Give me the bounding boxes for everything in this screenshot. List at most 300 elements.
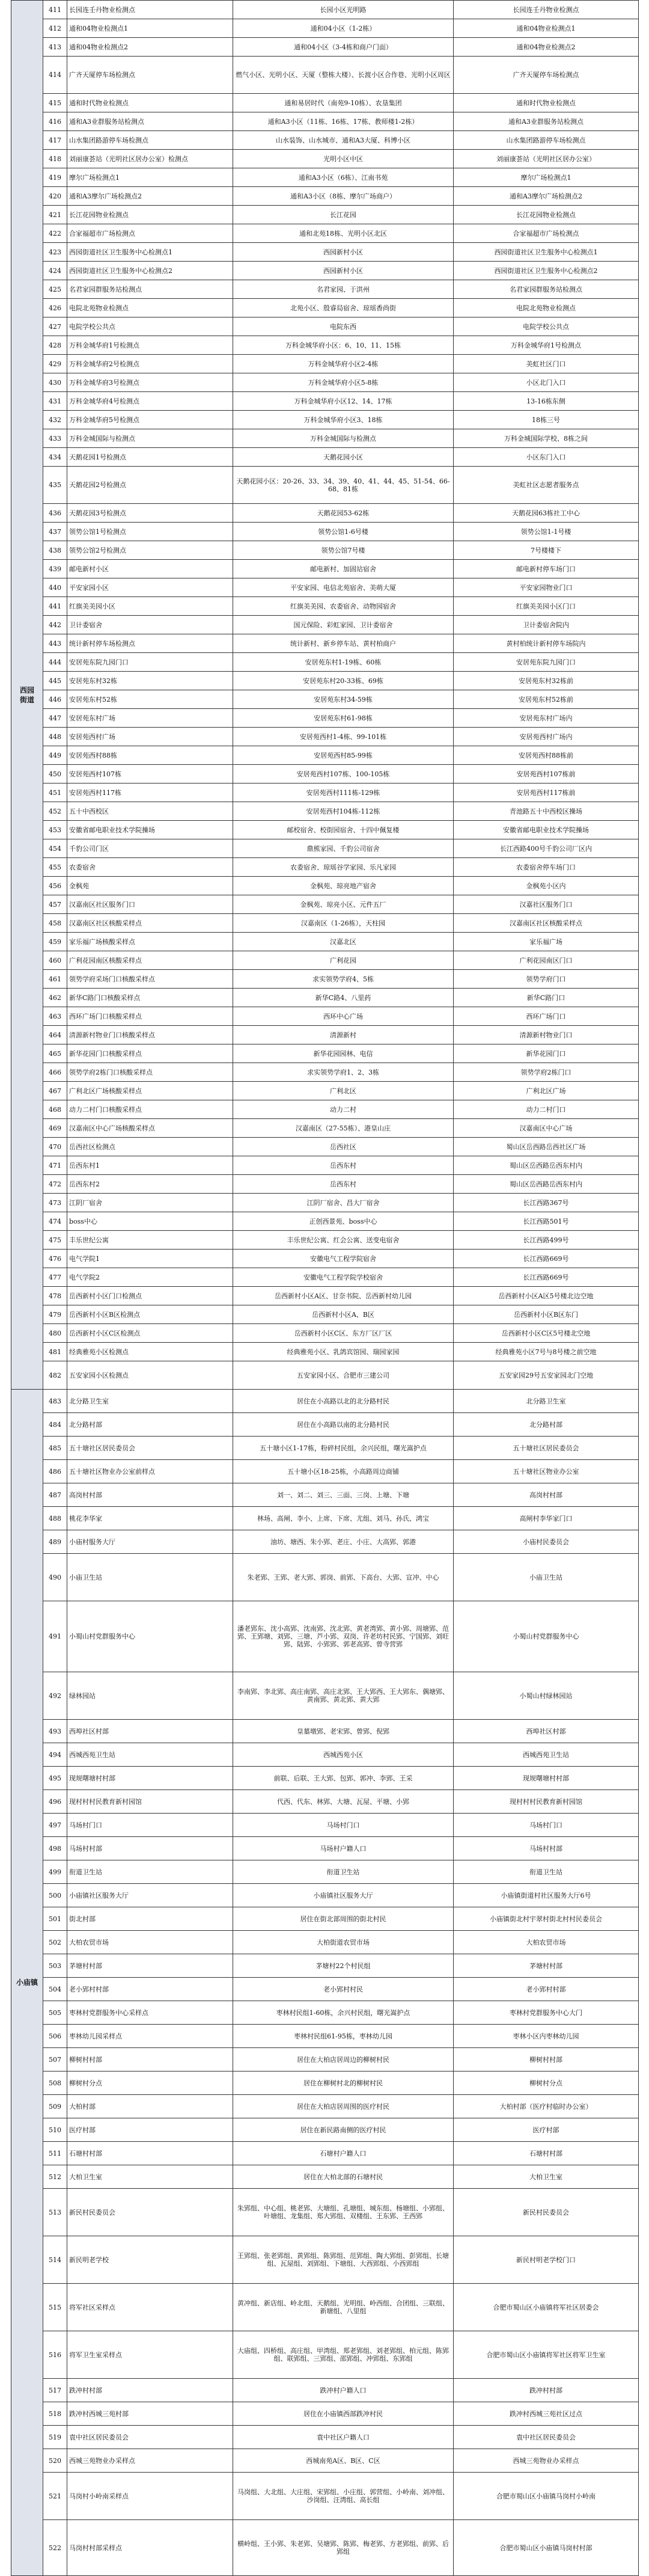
table-row xyxy=(11,858,639,877)
site-name-cell: 邮电新村小区 xyxy=(67,560,233,578)
coverage-area-cell: 西环中心广场 xyxy=(233,1007,454,1026)
row-number-cell: 416 xyxy=(43,112,67,131)
site-location-cell: 长江西路499号 xyxy=(454,1231,639,1250)
coverage-area-cell: 万科金城华府小区3、18栋 xyxy=(233,411,454,429)
coverage-area-cell: 西城南苑A区、B区、C区 xyxy=(233,2449,454,2473)
site-location-cell: 摩尔广场检测点1 xyxy=(454,168,639,187)
testing-sites-table-body xyxy=(11,1,639,2576)
site-name-cell: 小庙镇社区服务大厅 xyxy=(67,1884,233,1907)
site-location-cell: 马场村门口 xyxy=(454,1814,639,1837)
row-number-cell: 413 xyxy=(43,38,67,57)
site-name-cell: 跌冲村西城三苑村部 xyxy=(67,2402,233,2426)
coverage-area-cell: 新华C路4、八里药 xyxy=(233,989,454,1007)
row-number-cell: 479 xyxy=(43,1305,67,1324)
row-number-cell: 477 xyxy=(43,1268,67,1287)
site-name-cell: 卫计委宿舍 xyxy=(67,616,233,634)
row-number-cell: 515 xyxy=(43,2284,67,2331)
table-row xyxy=(11,877,639,895)
coverage-area-cell: 马场村门口 xyxy=(233,1814,454,1837)
coverage-area-cell: 五十塘小区1-17栋，粉碎村民组，余兴民组，曙光嵩护点 xyxy=(233,1437,454,1460)
site-location-cell: 衔道卫生站 xyxy=(454,1860,639,1884)
row-number-cell: 471 xyxy=(43,1156,67,1175)
site-location-cell: 岳西新村小区C区5号楼北空地 xyxy=(454,1324,639,1343)
site-name-cell: 长园连壬丹物业检测点 xyxy=(67,1,233,19)
site-location-cell: 老小郢村村部 xyxy=(454,1978,639,2001)
site-location-cell: 大柏卫生室 xyxy=(454,2165,639,2189)
site-location-cell: 家乐福广场 xyxy=(454,933,639,951)
row-number-cell: 487 xyxy=(43,1483,67,1507)
row-number-cell: 460 xyxy=(43,951,67,970)
site-name-cell: 街北村部 xyxy=(67,1907,233,1931)
site-location-cell: 枣林村党群服务中心大门 xyxy=(454,2001,639,2025)
row-number-cell: 522 xyxy=(43,2520,67,2576)
coverage-area-cell: 林场、高闸、李小、上席、下席、尤组、刘马、孙氏、鸿宝 xyxy=(233,1507,454,1530)
site-name-cell: 安居苑西村117栋 xyxy=(67,784,233,802)
table-row xyxy=(11,914,639,933)
coverage-area-cell: 丰乐世纪公寓、红会公寓、送变电宿舍 xyxy=(233,1231,454,1250)
site-name-cell: 岳西东村1 xyxy=(67,1156,233,1175)
row-number-cell: 473 xyxy=(43,1194,67,1212)
row-number-cell: 461 xyxy=(43,970,67,989)
site-name-cell: 岳西东村2 xyxy=(67,1175,233,1194)
site-name-cell: 小蜀山村党群服务中心 xyxy=(67,1601,233,1672)
coverage-area-cell: 汉嘉南区（27-55栋）、港皇山庄 xyxy=(233,1119,454,1138)
site-name-cell: 五安家园小区检测点 xyxy=(67,1361,233,1390)
site-name-cell: 电气学院1 xyxy=(67,1250,233,1268)
table-row xyxy=(11,653,639,672)
site-location-cell: 汉嘉社区服务门口 xyxy=(454,895,639,914)
site-location-cell: 电院北苑物业检测点 xyxy=(454,299,639,317)
coverage-area-cell: 大庙组、四桥组、高庄组、甲湾组、郑老郢组、刘老郢组、柏元组、陈郢组、联郢组、三郢组、邵郢组、冲郢组、东郢组 xyxy=(233,2331,454,2379)
coverage-area-cell: 正创西景苑、boss中心 xyxy=(233,1212,454,1231)
site-location-cell: 新民村明老学校门口 xyxy=(454,2236,639,2284)
site-location-cell: 合肥市蜀山区小庙镇马岗村小岭南 xyxy=(454,2473,639,2520)
site-location-cell: 安居苑东村32栋前 xyxy=(454,672,639,690)
coverage-area-cell: 茅塘村22个村民组 xyxy=(233,1954,454,1978)
table-row xyxy=(11,2165,639,2189)
district-name-cell: 小庙镇 xyxy=(11,1390,43,2576)
table-row xyxy=(11,1767,639,1790)
coverage-area-cell: 安居苑西村107栋、100-105栋 xyxy=(233,765,454,784)
site-name-cell: 动力二村门口核酸采样点 xyxy=(67,1100,233,1119)
site-name-cell: 袁中社区居民委员会 xyxy=(67,2426,233,2449)
table-row xyxy=(11,1026,639,1044)
site-location-cell: 金枫苑小区内 xyxy=(454,877,639,895)
row-number-cell: 514 xyxy=(43,2236,67,2284)
site-name-cell: 柳树村村部 xyxy=(67,2048,233,2072)
row-number-cell: 437 xyxy=(43,523,67,541)
row-number-cell: 450 xyxy=(43,765,67,784)
table-row xyxy=(11,1305,639,1324)
coverage-area-cell: 汉嘉北区 xyxy=(233,933,454,951)
site-location-cell: 新华花园门口 xyxy=(454,1044,639,1063)
site-name-cell: 大柏农贸市场 xyxy=(67,1931,233,1954)
site-name-cell: 通和04物业检测点2 xyxy=(67,38,233,57)
table-row xyxy=(11,709,639,728)
site-location-cell: 跌冲村西城三苑社区过点 xyxy=(454,2402,639,2426)
row-number-cell: 507 xyxy=(43,2048,67,2072)
coverage-area-cell: 衔道卫生站 xyxy=(233,1860,454,1884)
site-name-cell: 石塘村村部 xyxy=(67,2142,233,2165)
site-name-cell: 摩尔广场检测点1 xyxy=(67,168,233,187)
table-row xyxy=(11,523,639,541)
table-row xyxy=(11,634,639,653)
site-location-cell: 长江西路400号千豹公司厂区内 xyxy=(454,839,639,858)
coverage-area-cell: 平安家园、电信北苑宿舍、美萌大厦 xyxy=(233,578,454,597)
site-name-cell: 小庙卫生站 xyxy=(67,1554,233,1601)
row-number-cell: 469 xyxy=(43,1119,67,1138)
coverage-area-cell: 五安家园小区、合肥市三建公司 xyxy=(233,1361,454,1390)
site-location-cell: 跌冲村村部 xyxy=(454,2379,639,2402)
row-number-cell: 519 xyxy=(43,2426,67,2449)
coverage-area-cell: 安居苑东村61-98栋 xyxy=(233,709,454,728)
table-row xyxy=(11,1530,639,1554)
table-row xyxy=(11,1437,639,1460)
site-name-cell: 安居苑东村52栋 xyxy=(67,690,233,709)
site-name-cell: 领势学府2栋门口核酸采样点 xyxy=(67,1063,233,1082)
site-name-cell: 通和时代物业检测点 xyxy=(67,94,233,112)
row-number-cell: 438 xyxy=(43,541,67,560)
coverage-area-cell: 安居苑东村34-59栋 xyxy=(233,690,454,709)
coverage-area-cell: 红旗美美园、农委宿舍、动物园宿舍 xyxy=(233,597,454,616)
row-number-cell: 419 xyxy=(43,168,67,187)
table-row xyxy=(11,2379,639,2402)
coverage-area-cell: 居住在小高路以南的北分路村民 xyxy=(233,1413,454,1437)
row-number-cell: 484 xyxy=(43,1413,67,1437)
table-row xyxy=(11,2473,639,2520)
row-number-cell: 411 xyxy=(43,1,67,19)
row-number-cell: 509 xyxy=(43,2095,67,2118)
site-name-cell: 医疗村部 xyxy=(67,2118,233,2142)
site-name-cell: 领势学府采场门口核酸采样点 xyxy=(67,970,233,989)
coverage-area-cell: 鼎熊家园、千豹公司宿舍 xyxy=(233,839,454,858)
site-location-cell: 卫计委宿舍院内 xyxy=(454,616,639,634)
row-number-cell: 494 xyxy=(43,1743,67,1767)
coverage-area-cell: 枣林村民组61-95栋，枣林幼儿园 xyxy=(233,2025,454,2048)
coverage-area-cell: 跌冲村户籍人口 xyxy=(233,2379,454,2402)
site-name-cell: 西环广场门口核酸采样点 xyxy=(67,1007,233,1026)
site-name-cell: 领势公馆1号检测点 xyxy=(67,523,233,541)
site-name-cell: 西城三苑物业办采样点 xyxy=(67,2449,233,2473)
row-number-cell: 452 xyxy=(43,802,67,821)
coverage-area-cell: 代西、代东、林郢、大塘、瓦屋、平塘、小郢 xyxy=(233,1790,454,1814)
row-number-cell: 489 xyxy=(43,1530,67,1554)
table-row xyxy=(11,392,639,411)
table-row xyxy=(11,19,639,38)
table-row xyxy=(11,672,639,690)
row-number-cell: 486 xyxy=(43,1460,67,1483)
coverage-area-cell: 新华花园园林、电信 xyxy=(233,1044,454,1063)
coverage-area-cell: 朱郢组、中心组、桃老郢、大塘组、孔塘组、城东组、杨塘组、小郢组、叶塘组、龙集组、郑大郢组、双楼组、王东郢、王西郢 xyxy=(233,2189,454,2236)
row-number-cell: 415 xyxy=(43,94,67,112)
row-number-cell: 468 xyxy=(43,1100,67,1119)
table-row xyxy=(11,150,639,168)
site-name-cell: 农委宿舍 xyxy=(67,858,233,877)
site-name-cell: 合家福超市广场检测点 xyxy=(67,224,233,243)
row-number-cell: 512 xyxy=(43,2165,67,2189)
row-number-cell: 510 xyxy=(43,2118,67,2142)
coverage-area-cell: 岳西社区 xyxy=(233,1138,454,1156)
coverage-area-cell: 岳西新村小区C区、东方厂区厂区 xyxy=(233,1324,454,1343)
table-row xyxy=(11,1082,639,1100)
table-row xyxy=(11,951,639,970)
site-name-cell: 安居苑东院九园门口 xyxy=(67,653,233,672)
site-location-cell: 邮电新村停车场门口 xyxy=(454,560,639,578)
site-name-cell: 岳西新村小区B区检测点 xyxy=(67,1305,233,1324)
site-location-cell: 安居苑西村广场内 xyxy=(454,728,639,746)
coverage-area-cell: 五十塘小区18-25栋，小高路周边商铺 xyxy=(233,1460,454,1483)
site-location-cell: 7号楼楼下 xyxy=(454,541,639,560)
row-number-cell: 436 xyxy=(43,504,67,523)
site-location-cell: 青池路五十中西校区操场 xyxy=(454,802,639,821)
coverage-area-cell: 居住在街北部周围的街北村民 xyxy=(233,1907,454,1931)
site-location-cell: 岳西新村小区B区东门 xyxy=(454,1305,639,1324)
site-name-cell: 安居苑西村88栋 xyxy=(67,746,233,765)
coverage-area-cell: 广利北区 xyxy=(233,1082,454,1100)
site-location-cell: 广利北区广场 xyxy=(454,1082,639,1100)
site-location-cell: 合家福超市广场检测点 xyxy=(454,224,639,243)
site-name-cell: 经典雅苑小区检测点 xyxy=(67,1343,233,1361)
table-row xyxy=(11,1554,639,1601)
site-location-cell: 美虹社区志愿者服务点 xyxy=(454,467,639,504)
row-number-cell: 448 xyxy=(43,728,67,746)
row-number-cell: 502 xyxy=(43,1931,67,1954)
coverage-area-cell: 江阴厂宿舍、昌大厂宿舍 xyxy=(233,1194,454,1212)
table-row xyxy=(11,690,639,709)
site-location-cell: 小庙村民委员会 xyxy=(454,1530,639,1554)
site-location-cell: 现规曙塘村村部 xyxy=(454,1767,639,1790)
site-location-cell: 现村村村民教育新村园馆 xyxy=(454,1790,639,1814)
row-number-cell: 445 xyxy=(43,672,67,690)
site-location-cell: 名君家园群服务站检测点 xyxy=(454,280,639,299)
site-location-cell: 合肥市蜀山区小庙镇将军社区居委会 xyxy=(454,2284,639,2331)
site-name-cell: 马场村村部 xyxy=(67,1837,233,1860)
table-row xyxy=(11,2118,639,2142)
coverage-area-cell: 山水装饰、山水城市、通和A3大厦、科博小区 xyxy=(233,131,454,150)
coverage-area-cell: 马岗组、大北组、大庄组、宋郢组、小庄组、郭营组、小岭南、刘冲组、沙岗组、汪湾组、高长组 xyxy=(233,2473,454,2520)
coverage-area-cell: 安居苑西村104栋-112栋 xyxy=(233,802,454,821)
site-location-cell: 蜀山区岳西路岳西东村内 xyxy=(454,1156,639,1175)
coverage-area-cell: 求实领势学府4、5栋 xyxy=(233,970,454,989)
table-row xyxy=(11,802,639,821)
table-row xyxy=(11,1931,639,1954)
coverage-area-cell: 西园新村小区 xyxy=(233,243,454,262)
coverage-area-cell: 马场村户籍人口 xyxy=(233,1837,454,1860)
site-name-cell: 小庙村服务大厅 xyxy=(67,1530,233,1554)
coverage-area-cell: 黄冲组、新店组、岭北组、天鹅组、光明组、岭西组、合团组、三联组、新塘组、八里组 xyxy=(233,2284,454,2331)
site-name-cell: 衔道卫生站 xyxy=(67,1860,233,1884)
row-number-cell: 493 xyxy=(43,1720,67,1743)
coverage-area-cell: 安居苑西村85-99栋 xyxy=(233,746,454,765)
site-location-cell: 领势公馆1-1号楼 xyxy=(454,523,639,541)
table-row xyxy=(11,597,639,616)
site-name-cell: 名君家园群服务站检测点 xyxy=(67,280,233,299)
coverage-area-cell: 前联、后联、王大郢、包郢、郭冲、李郢、王采 xyxy=(233,1767,454,1790)
table-row xyxy=(11,1978,639,2001)
site-name-cell: 柳树村分点 xyxy=(67,2072,233,2095)
table-row xyxy=(11,839,639,858)
table-row xyxy=(11,2331,639,2379)
site-location-cell: 蜀山区岳西路岳西东村内 xyxy=(454,1175,639,1194)
district-name-cell: 西园 街道 xyxy=(11,1,43,1390)
row-number-cell: 421 xyxy=(43,206,67,224)
site-name-cell: 马岗村小岭南采样点 xyxy=(67,2473,233,2520)
site-location-cell: 平安家园物业门口 xyxy=(454,578,639,597)
site-location-cell: 美虹社区门口 xyxy=(454,355,639,373)
site-location-cell: 18栋三号 xyxy=(454,411,639,429)
table-row xyxy=(11,1268,639,1287)
coverage-area-cell: 刘一、刘二、刘三、三面、三岗、上塘、下塘 xyxy=(233,1483,454,1507)
site-location-cell: 西城西苑卫生站 xyxy=(454,1743,639,1767)
row-number-cell: 465 xyxy=(43,1044,67,1063)
table-row xyxy=(11,1672,639,1720)
coverage-area-cell: 通和易居时代（南苑9-10栋）、农垦集团 xyxy=(233,94,454,112)
site-location-cell: 枣林小区内枣林幼儿园 xyxy=(454,2025,639,2048)
site-name-cell: 电气学院2 xyxy=(67,1268,233,1287)
row-number-cell: 412 xyxy=(43,19,67,38)
coverage-area-cell: 农委宿舍、琼瑶谷学家园、乐凡家园 xyxy=(233,858,454,877)
table-row xyxy=(11,2095,639,2118)
row-number-cell: 498 xyxy=(43,1837,67,1860)
site-location-cell: 石塘村村部 xyxy=(454,2142,639,2165)
row-number-cell: 456 xyxy=(43,877,67,895)
row-number-cell: 495 xyxy=(43,1767,67,1790)
coverage-area-cell: 邮校宿舍、校街园宿舍、十四中佩复楼 xyxy=(233,821,454,839)
row-number-cell: 459 xyxy=(43,933,67,951)
site-location-cell: 长江西路501号 xyxy=(454,1212,639,1231)
site-location-cell: 长江花园物业检测点 xyxy=(454,206,639,224)
coverage-area-cell: 岳西东村 xyxy=(233,1156,454,1175)
site-name-cell: 万科金城国际与检测点 xyxy=(67,429,233,448)
row-number-cell: 463 xyxy=(43,1007,67,1026)
table-row xyxy=(11,1507,639,1530)
site-name-cell: boss中心 xyxy=(67,1212,233,1231)
site-location-cell: 长园连壬丹物业检测点 xyxy=(454,1,639,19)
row-number-cell: 442 xyxy=(43,616,67,634)
coverage-area-cell: 广利花园 xyxy=(233,951,454,970)
coverage-area-cell: 万科金城华府小区12、14、17栋 xyxy=(233,392,454,411)
table-row xyxy=(11,1413,639,1437)
coverage-area-cell: 汉嘉南区（1-26栋），天柱园 xyxy=(233,914,454,933)
site-location-cell: 蜀山区岳西路岳西社区广场 xyxy=(454,1138,639,1156)
site-name-cell: 领势公馆2号检测点 xyxy=(67,541,233,560)
site-name-cell: 五十塘社区物业办公室前样点 xyxy=(67,1460,233,1483)
table-row xyxy=(11,2025,639,2048)
site-name-cell: 天鹅花园1号检测点 xyxy=(67,448,233,467)
row-number-cell: 520 xyxy=(43,2449,67,2473)
site-name-cell: 红旗美美园小区 xyxy=(67,597,233,616)
row-number-cell: 513 xyxy=(43,2189,67,2236)
site-location-cell: 广齐天厦停车场检测点 xyxy=(454,57,639,94)
table-row xyxy=(11,355,639,373)
coverage-area-cell: 通和A3小区（11栋、16栋、17栋、教师楼1-2栋） xyxy=(233,112,454,131)
coverage-area-cell: 燃气小区、光明小区、天厦（整栋大楼）、长渡小区合作巷、光明小区周区 xyxy=(233,57,454,94)
coverage-area-cell: 居住在大柏北部的石塘村民 xyxy=(233,2165,454,2189)
site-name-cell: 通和04物业检测点1 xyxy=(67,19,233,38)
site-location-cell: 红旗美美园小区门口 xyxy=(454,597,639,616)
site-name-cell: 跌冲村村部 xyxy=(67,2379,233,2402)
table-row xyxy=(11,1212,639,1231)
table-row xyxy=(11,224,639,243)
site-location-cell: 领势学府2栋门口 xyxy=(454,1063,639,1082)
table-row xyxy=(11,728,639,746)
site-location-cell: 合肥市蜀山区小庙镇将军社区将军卫生室 xyxy=(454,2331,639,2379)
site-location-cell: 五十塘社区物业办公室 xyxy=(454,1460,639,1483)
row-number-cell: 521 xyxy=(43,2473,67,2520)
coverage-area-cell: 通和A3小区（6栋）、江南书苑 xyxy=(233,168,454,187)
coverage-area-cell: 小庙镇社区服务大厅 xyxy=(233,1884,454,1907)
site-name-cell: 新华C路门口核酸采样点 xyxy=(67,989,233,1007)
site-location-cell: 大柏村部（医疗村临时办公室） xyxy=(454,2095,639,2118)
row-number-cell: 429 xyxy=(43,355,67,373)
table-row xyxy=(11,2189,639,2236)
row-number-cell: 424 xyxy=(43,262,67,280)
table-row xyxy=(11,1860,639,1884)
table-row xyxy=(11,1,639,19)
row-number-cell: 503 xyxy=(43,1954,67,1978)
coverage-area-cell: 袁中社区户籍人口 xyxy=(233,2426,454,2449)
site-location-cell: 汉嘉南区中心广场 xyxy=(454,1119,639,1138)
coverage-area-cell: 通和04小区（1-2栋） xyxy=(233,19,454,38)
site-name-cell: 大柏村部 xyxy=(67,2095,233,2118)
table-row xyxy=(11,317,639,336)
site-location-cell: 安居苑西村88栋前 xyxy=(454,746,639,765)
row-number-cell: 496 xyxy=(43,1790,67,1814)
coverage-area-cell: 领势公馆7号楼 xyxy=(233,541,454,560)
table-row xyxy=(11,746,639,765)
row-number-cell: 441 xyxy=(43,597,67,616)
site-name-cell: 岳西新村小区C区检测点 xyxy=(67,1324,233,1343)
table-row xyxy=(11,467,639,504)
site-name-cell: 绿林园站 xyxy=(67,1672,233,1720)
site-location-cell: 长江西路669号 xyxy=(454,1268,639,1287)
row-number-cell: 501 xyxy=(43,1907,67,1931)
table-row xyxy=(11,1390,639,1413)
table-row xyxy=(11,1460,639,1483)
table-row xyxy=(11,1790,639,1814)
site-location-cell: 小蜀山村党群服务中心 xyxy=(454,1601,639,1672)
row-number-cell: 491 xyxy=(43,1601,67,1672)
coverage-area-cell: 金枫苑、琼亮地产宿舍 xyxy=(233,877,454,895)
row-number-cell: 518 xyxy=(43,2402,67,2426)
row-number-cell: 504 xyxy=(43,1978,67,2001)
site-name-cell: 长江花园物业检测点 xyxy=(67,206,233,224)
site-name-cell: 清源新村物业门口核酸采样点 xyxy=(67,1026,233,1044)
site-name-cell: 将军卫生室采样点 xyxy=(67,2331,233,2379)
row-number-cell: 517 xyxy=(43,2379,67,2402)
site-location-cell: 黄村柏统计新村停车场院内 xyxy=(454,634,639,653)
site-location-cell: 五安家园29号五安家园北门空地 xyxy=(454,1361,639,1390)
table-row xyxy=(11,1361,639,1390)
coverage-area-cell: 万科金城华府小区：6、10、11、15栋 xyxy=(233,336,454,355)
table-row xyxy=(11,541,639,560)
coverage-area-cell: 长园小区光明路 xyxy=(233,1,454,19)
table-row xyxy=(11,206,639,224)
table-row xyxy=(11,1100,639,1119)
row-number-cell: 439 xyxy=(43,560,67,578)
site-location-cell: 经典雅苑小区7号与8号楼之前空地 xyxy=(454,1343,639,1361)
site-name-cell: 广齐天厦停车场检测点 xyxy=(67,57,233,94)
table-row xyxy=(11,1601,639,1672)
row-number-cell: 426 xyxy=(43,299,67,317)
row-number-cell: 417 xyxy=(43,131,67,150)
site-location-cell: 合肥市蜀山区小庙镇马岗村村部 xyxy=(454,2520,639,2576)
site-name-cell: 电院学校公共点 xyxy=(67,317,233,336)
table-row xyxy=(11,2426,639,2449)
row-number-cell: 446 xyxy=(43,690,67,709)
site-name-cell: 新民明老学校 xyxy=(67,2236,233,2284)
coverage-area-cell: 皇墓墩郢、老宋郢、曾郢、倪郢 xyxy=(233,1720,454,1743)
